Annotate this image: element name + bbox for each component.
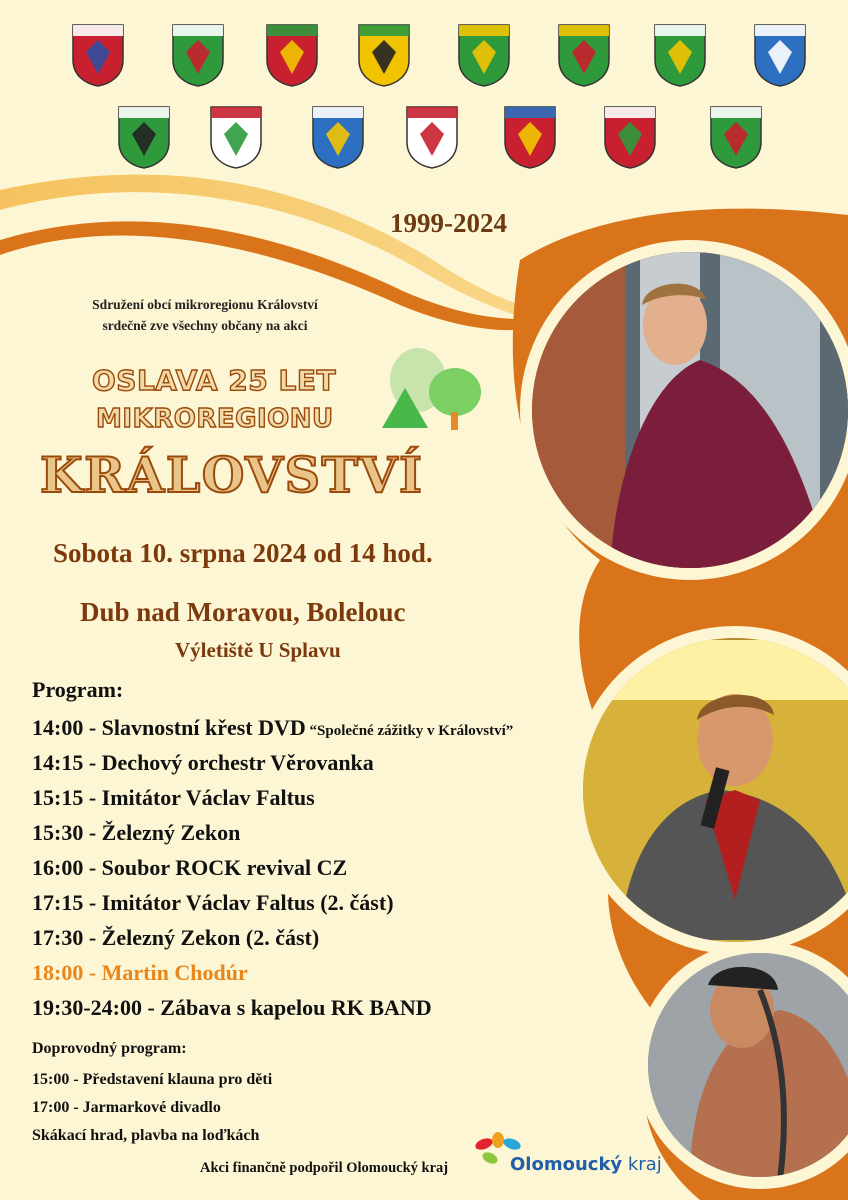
program-heading: Program: [32, 677, 124, 702]
oak-lily-crest [456, 22, 512, 88]
lion-wheel-crest [556, 22, 612, 88]
brand-logo-text [510, 1154, 662, 1175]
event-title-line-1: OSLAVA 25 LET [92, 364, 337, 397]
extra-program-item: Skákací hrad, plavba na loďkách [32, 1127, 260, 1144]
invitation-line-2: srdečně zve všechny občany na akci [102, 318, 308, 333]
brand-light: kraj [622, 1154, 662, 1175]
program-item-text: 19:30-24:00 - Zábava s kapelou RK BAND [32, 995, 432, 1020]
event-venue: Výletiště U Splavu [175, 638, 341, 662]
program-item [32, 745, 513, 780]
program-item [32, 710, 513, 745]
program-item-text: 18:00 - Martin Chodúr [32, 960, 248, 985]
event-place: Dub nad Moravou, Bolelouc [80, 597, 406, 627]
program-item [32, 850, 513, 885]
program-item-subtitle: “Společné zážitky v Království” [305, 723, 514, 739]
deer-wheel-crest [170, 22, 226, 88]
deer-bend-crest [116, 104, 172, 170]
branch-bend-crest [502, 104, 558, 170]
program-item-text: 15:30 - Železný Zekon [32, 820, 241, 845]
brand-bold: Olomoucký [510, 1154, 623, 1175]
sword-eagle-crest [70, 22, 126, 88]
program-item [32, 955, 513, 990]
program-item [32, 780, 513, 815]
eagle-tree-crest [356, 22, 412, 88]
event-title-line-2: MIKROREGIONU [96, 404, 334, 434]
program-item [32, 815, 513, 850]
horse-flower-crest [652, 22, 708, 88]
program-item-text: 14:00 - Slavnostní křest DVD [32, 715, 306, 740]
lion-rampant-crest [404, 104, 460, 170]
invitation-text [40, 294, 370, 336]
crown-cross-crest [264, 22, 320, 88]
program-item-text: 16:00 - Soubor ROCK revival CZ [32, 855, 348, 880]
program-item [32, 885, 513, 920]
program-item-text: 14:15 - Dechový orchestr Věrovanka [32, 750, 374, 775]
zigzag-crest [602, 104, 658, 170]
event-date: Sobota 10. srpna 2024 od 14 hod. [53, 538, 433, 568]
program-list [32, 710, 513, 1025]
star-waves-crest [752, 22, 808, 88]
extra-program-list [32, 1066, 272, 1150]
program-item-text: 17:30 - Železný Zekon (2. část) [32, 925, 320, 950]
wheat-crest [708, 104, 764, 170]
extra-program-item: 15:00 - Představení klauna pro děti [32, 1071, 273, 1088]
extra-program-item: 17:00 - Jarmarkové divadlo [32, 1099, 221, 1116]
program-item [32, 990, 513, 1025]
tree-crest [310, 104, 366, 170]
program-item-text: 17:15 - Imitátor Václav Faltus (2. část) [32, 890, 394, 915]
invitation-line-1: Sdružení obcí mikroregionu Království [92, 297, 318, 312]
program-item [32, 920, 513, 955]
sponsor-note: Akci finančně podpořil Olomoucký kraj [200, 1160, 449, 1176]
extra-program-heading: Doprovodný program: [32, 1040, 187, 1057]
program-item-text: 15:15 - Imitátor Václav Faltus [32, 785, 315, 810]
thistle-crest [208, 104, 264, 170]
anniversary-years: 1999-2024 [390, 208, 507, 238]
event-title-line-3: KRÁLOVSTVÍ [40, 446, 424, 504]
tree-logo-icon [382, 348, 481, 430]
